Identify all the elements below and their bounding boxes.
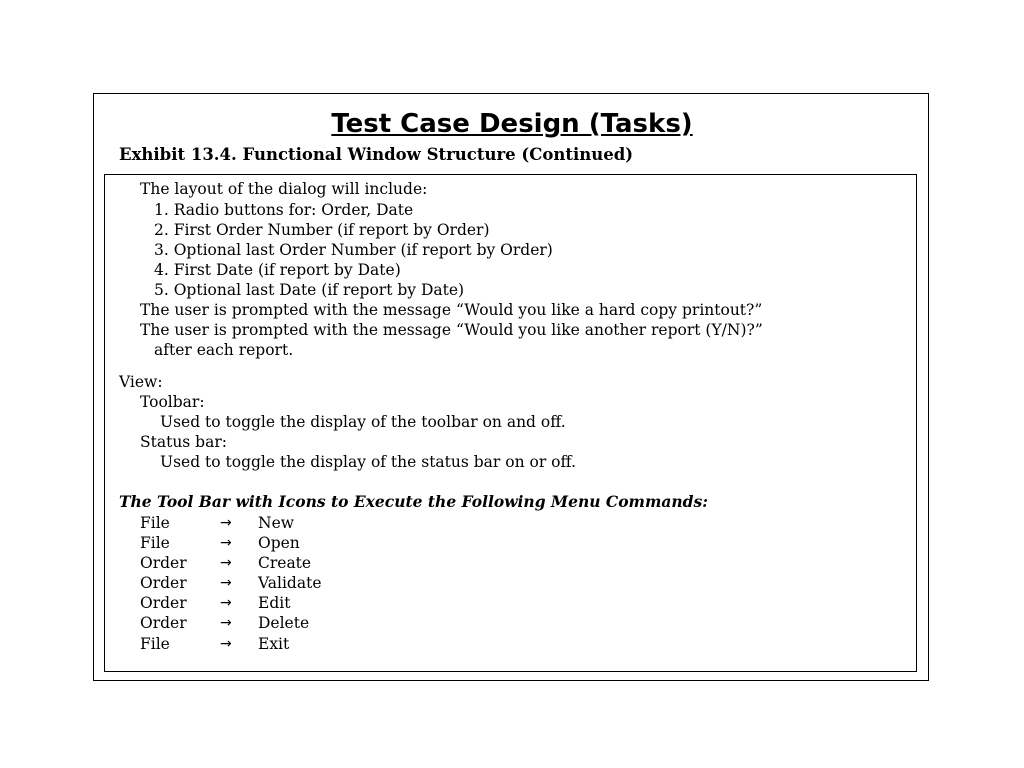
dialog-item: 5. Optional last Date (if report by Date) [154,281,465,299]
right-arrow-icon: → [220,535,232,551]
statusbar-description: Used to toggle the display of the status bar on or off. [160,453,576,471]
dialog-item: 3. Optional last Order Number (if report by Order) [154,241,553,259]
right-arrow-icon: → [220,595,232,611]
command-menu: Order [140,614,187,632]
command-menu: File [140,635,170,653]
command-name: Edit [258,594,291,612]
right-arrow-icon: → [220,615,232,631]
command-menu: Order [140,574,187,592]
command-name: Validate [258,574,322,592]
command-name: Create [258,554,312,572]
command-menu: File [140,514,170,532]
dialog-item: 4. First Date (if report by Date) [154,261,401,279]
right-arrow-icon: → [220,636,232,652]
command-menu: Order [140,554,187,572]
right-arrow-icon: → [220,515,232,531]
prompt-message-2-continued: after each report. [154,341,294,359]
dialog-intro: The layout of the dialog will include: [140,180,428,198]
view-heading: View: [119,373,163,391]
command-menu: File [140,534,170,552]
dialog-item: 2. First Order Number (if report by Order) [154,221,490,239]
statusbar-label: Status bar: [140,433,227,451]
command-name: Exit [258,635,290,653]
command-name: Open [258,534,300,552]
command-name: New [258,514,295,532]
toolbar-description: Used to toggle the display of the toolbar on and off. [160,413,566,431]
command-menu: Order [140,594,187,612]
dialog-item: 1. Radio buttons for: Order, Date [154,201,414,219]
right-arrow-icon: → [220,555,232,571]
command-name: Delete [258,614,310,632]
exhibit-caption: Exhibit 13.4. Functional Window Structure (Continued) [119,145,634,164]
prompt-message-1: The user is prompted with the message “Would you like a hard copy printout?” [140,301,763,319]
right-arrow-icon: → [220,575,232,591]
page-title: Test Case Design (Tasks) [331,109,693,139]
toolbar-commands-heading: The Tool Bar with Icons to Execute the Following Menu Commands: [119,492,708,511]
prompt-message-2: The user is prompted with the message “Would you like another report (Y/N)?” [140,321,763,339]
toolbar-label: Toolbar: [140,393,205,411]
